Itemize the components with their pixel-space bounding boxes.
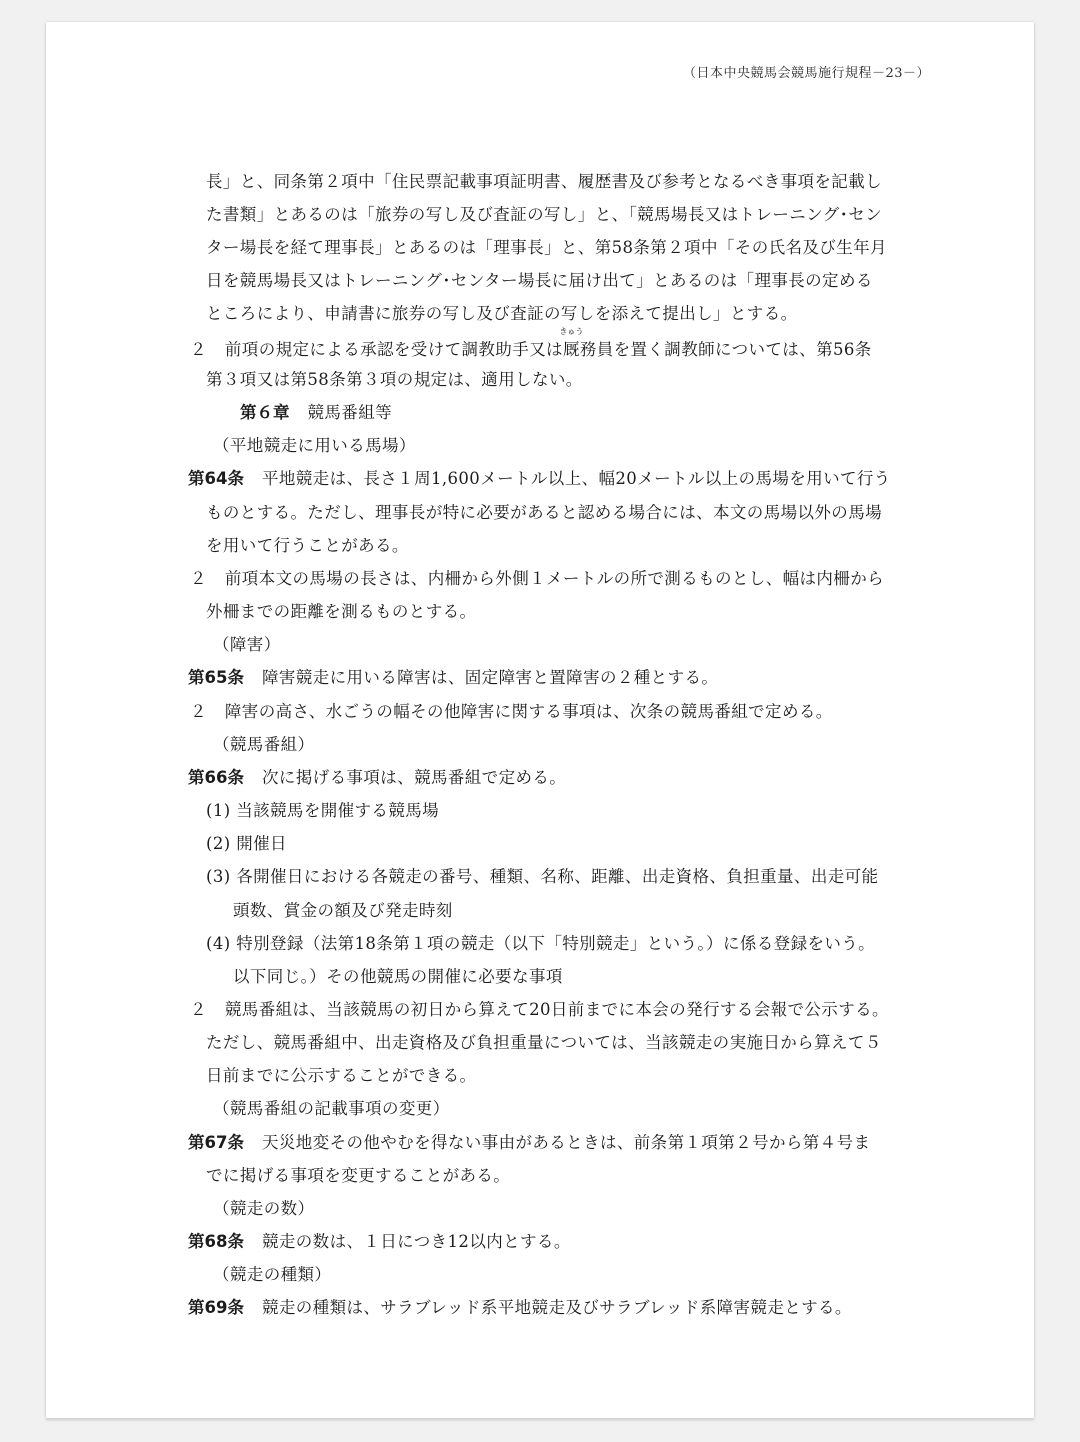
text-segment: 前項の規定による承認を受けて調教助手又は: [224, 340, 563, 359]
text-line: ただし、競馬番組中、出走資格及び負担重量については、当該競走の実施日から算えて５: [206, 1033, 882, 1052]
paragraph-number: ２: [190, 340, 207, 359]
article-label: 第65条: [188, 668, 244, 687]
article-caption: （競走の種類）: [213, 1265, 332, 1284]
text-line: 長」と、同条第２項中「住民票記載事項証明書、履歴書及び参考となるべき事項を記載し: [206, 172, 882, 191]
text-segment: 障害の高さ、水ごうの幅その他障害に関する事項は、次条の競馬番組で定める。: [224, 702, 833, 721]
item-text: 各開催日における各競走の番号、種類、名称、距離、出走資格、負担重量、出走可能: [236, 867, 879, 886]
article-label: 第69条: [188, 1298, 244, 1317]
ruby-character: [559, 327, 584, 361]
chapter-heading: [240, 402, 392, 424]
text-segment: 天災地変その他やむを得ない事由があるときは、前条第１項第２号から第４号ま: [261, 1133, 871, 1152]
text-segment: 前項本文の馬場の長さは、内柵から外側１メートルの所で測るものとし、幅は内柵から: [224, 569, 885, 588]
text-line: を用いて行うことがある。: [206, 536, 409, 555]
ruby-reading: きゅう: [559, 327, 584, 336]
text-segment: 競走の数は、１日につき12以内とする。: [261, 1232, 571, 1251]
text-line: 日を競馬場長又はトレーニング･センター場長に届け出て」とあるのは「理事長の定める: [206, 271, 873, 290]
list-item: [206, 833, 287, 855]
paragraph-2-line: [190, 999, 889, 1021]
chapter-title: 競馬番組等: [307, 403, 392, 422]
item-number: (2): [206, 834, 231, 853]
page-bottom-shadow: [46, 1418, 1034, 1422]
article-label: 第66条: [188, 768, 244, 787]
item-number: (1): [206, 801, 231, 820]
article-label: 第64条: [188, 469, 244, 488]
article-66-line: [188, 767, 566, 789]
chapter-label: 第６章: [240, 403, 290, 422]
text-segment: 務員を置く調教師については、第56条: [579, 340, 872, 359]
text-line: 外柵までの距離を測るものとする。: [206, 602, 477, 621]
paragraph-number: ２: [190, 702, 207, 721]
article-65-line: [188, 667, 718, 689]
item-number: (3): [206, 867, 231, 886]
text-line: た書類」とあるのは「旅券の写し及び査証の写し」と、「競馬場長又はトレーニング･セン: [206, 205, 883, 224]
article-label: 第68条: [188, 1232, 244, 1251]
ruby-base: 厩: [562, 340, 580, 359]
article-67-line: [188, 1132, 870, 1154]
article-64-line: [188, 468, 891, 490]
paragraph-2-line: [190, 568, 884, 590]
text-segment: 競走の種類は、サラブレッド系平地競走及びサラブレッド系障害競走とする。: [261, 1298, 852, 1317]
list-item: [206, 866, 878, 888]
text-line: 以下同じ。）その他競馬の開催に必要な事項: [233, 967, 563, 986]
text-line: 第３項又は第58条第３項の規定は、適用しない。: [206, 370, 583, 389]
text-line: ものとする。ただし、理事長が特に必要があると認める場合には、本文の馬場以外の馬場: [206, 503, 882, 522]
text-segment: 競馬番組は、当該競馬の初日から算えて20日前までに本会の発行する会報で公示する。: [224, 1000, 889, 1019]
article-68-line: [188, 1231, 571, 1253]
text-segment: 次に掲げる事項は、競馬番組で定める。: [261, 768, 567, 787]
text-line: ところにより、申請書に旅券の写し及び査証の写しを添えて提出し」とする。: [206, 304, 798, 323]
article-69-line: [188, 1297, 852, 1319]
item-text: 当該競馬を開催する競馬場: [236, 801, 440, 820]
item-number: (4): [206, 934, 231, 953]
text-line: ター場長を経て理事長」とあるのは「理事長」と、第58条第２項中「その氏名及び生年月: [206, 238, 887, 257]
article-caption: （競馬番組）: [213, 735, 315, 754]
item-text: 開催日: [236, 834, 287, 853]
article-caption: （競馬番組の記載事項の変更）: [213, 1099, 450, 1118]
text-line: でに掲げる事項を変更することがある。: [206, 1166, 511, 1185]
text-segment: 障害競走に用いる障害は、固定障害と置障害の２種とする。: [261, 668, 719, 687]
paragraph-number: ２: [190, 569, 207, 588]
text-line: 頭数、賞金の額及び発走時刻: [233, 901, 453, 920]
article-label: 第67条: [188, 1133, 244, 1152]
running-header: （日本中央競馬会競馬施行規程－23－）: [682, 66, 930, 81]
text-segment: 平地競走は、長さ１周1,600メートル以上、幅20メートル以上の馬場を用いて行う: [261, 469, 891, 488]
article-caption: （平地競走に用いる馬場）: [213, 436, 416, 455]
item-text: 特別登録（法第18条第１項の競走（以下「特別競走」という。）に係る登録をいう。: [236, 934, 876, 953]
article-caption: （競走の数）: [213, 1199, 315, 1218]
paragraph-2-line: [190, 701, 833, 723]
text-line: 日前までに公示することができる。: [206, 1066, 477, 1085]
paragraph-2-line: [190, 327, 872, 361]
paragraph-number: ２: [190, 1000, 207, 1019]
list-item: [206, 933, 875, 955]
article-caption: （障害）: [213, 635, 281, 654]
list-item: [206, 800, 439, 822]
